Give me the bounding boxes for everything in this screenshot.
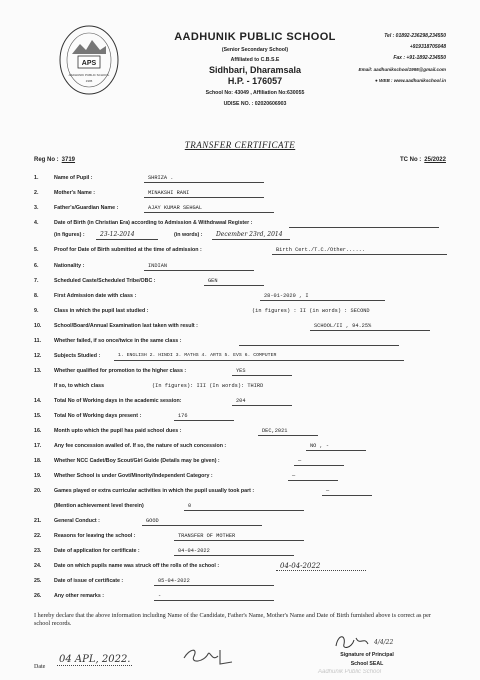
globe-icon: ●: [374, 78, 380, 83]
school-place: Sidhbari, Dharamsala: [208, 65, 302, 75]
principal-signature: [330, 630, 400, 652]
tc-no: TC No : 25/2022: [399, 157, 446, 163]
udise-number: UDISE NO. : 02020606903: [223, 101, 287, 107]
fax: Fax : +91-1892-234550: [393, 55, 446, 61]
principal-label: Signature of Principal: [340, 652, 394, 658]
reg-no: Reg No : 3719: [34, 157, 76, 163]
affiliation: Affiliated to C.B.S.E: [230, 57, 280, 63]
logo-year: 1995: [85, 79, 93, 83]
certificate-title: TRANSFER CERTIFICATE: [184, 140, 296, 150]
certificate-page: APS AADHUNIK PUBLIC SCHOOL 1995 AADHUNIK PUBLIC SCHOOL (Senior Secondary School) Affiliated to C.B.S.E Sidhbari, Dharamsala H.P. - 176057 School No: 43049 , Affiliation No:630055 UDISE NO. : 02020606903 Tel : 01892-236298,234550 +919318705048 Fax : +91-1892-234550 Email: aadhunikschool1995@gmail.com ● WEB : www.aadhunikschool.in TRANSFER CERTIFICATE Reg No : 3719 TC No : 25/2022 1. Name of Pupil : SHRIZA . 2. Mother's Name : MINAKSHI RANI 3. Father's/Guardian Name : AJAY KUMAR SEHGAL 4. Date of Birth (in Christian Era) according to Admission & Withdrawal Register : (in figures) : 23-12-2014 (in words) : December 23rd, 2014 5. Proof for Date of Birth submitted at the time of admission : Birth Cert./T.C./Other...... 6. Nationality : INDIAN 7. Scheduled Caste/Scheduled Tribe/OBC : GEN 8. First Admission date with class : 28-01-2020 , I 9. Class in which the pupil last studied : (in figures) : II (in words) : SECOND 10. School/Board/Annual Examination last taken with result : SCHOOL/II , 94.25% 11. Whether failed, if so once/twice in the same class : 12. Subjects Studied : 1. ENGLISH 2. HINDI 3. MATHS 4. ARTS 5. EVS 6. COMPUTER 13. Whether qualified for promotion to the higher class : YES If so, to which class (In figures): III (In words): THIRD 14. Total No of Working days in the academic session: 204 15. Total No of Working days present : 176 16. Month upto which the pupil has paid school dues : DEC,2021 17. Any fee concession availed of. If so, the nature of such concession : NO , - 18. Whether NCC Cadet/Boy Scout/Girl Guide (Details may be given) : — 19. Whether School is under Govt/Minority/Independent Category : — 20. Games played or extra curricular activities in which the pupil usually took part : — (Mention achievement level therein) 0 21. General Conduct : GOOD 22. Reasons for leaving the school : TRANSFER OF MOTHER 23. Date of application for certificate : 04-04-2022 24. Date on which pupils name was struck off the rolls of the school : 04-04-2022 25. Date of issue of certificate : 05-04-2022 26. Any other remarks : - I hereby declare that the above information including Name of the Candidate, Father's Name, Mother's Name and Date of Birth furnished above is correct as per school records. Date 04 APL, 2022. 4/4/22 Signature of Principal School SEAL Aadhunik Public School: [0, 0, 480, 680]
handwritten-signature: [180, 644, 240, 668]
date-value: 04 APL, 2022.: [59, 654, 131, 665]
school-name: AADHUNIK PUBLIC SCHOOL: [174, 31, 336, 43]
email: Email: aadhunikschool1995@gmail.com: [358, 67, 446, 72]
website: ● WEB : www.aadhunikschool.in: [374, 78, 446, 83]
school-stamp: Aadhunik Public School: [318, 669, 382, 675]
school-logo: [58, 24, 120, 96]
school-number: School No: 43049 , Affiliation No:630055: [205, 90, 305, 96]
telephone: Tel : 01892-236298,234550: [384, 33, 446, 39]
logo-text: APS: [81, 60, 97, 67]
mobile: +919318705048: [409, 44, 446, 50]
school-type: (Senior Secondary School): [221, 47, 289, 53]
seal-label: School SEAL: [350, 661, 384, 667]
principal-sign-date: 4/4/22: [374, 639, 394, 646]
declaration-text: I hereby declare that the above information including Name of the Candidate, Father's Name, Mother's Name and Date of Birth furnished above is correct as per school records.: [34, 612, 431, 627]
logo-motto: AADHUNIK PUBLIC SCHOOL: [68, 73, 110, 77]
date-label: Date: [34, 664, 46, 670]
school-pin: H.P. - 176057: [227, 76, 283, 86]
